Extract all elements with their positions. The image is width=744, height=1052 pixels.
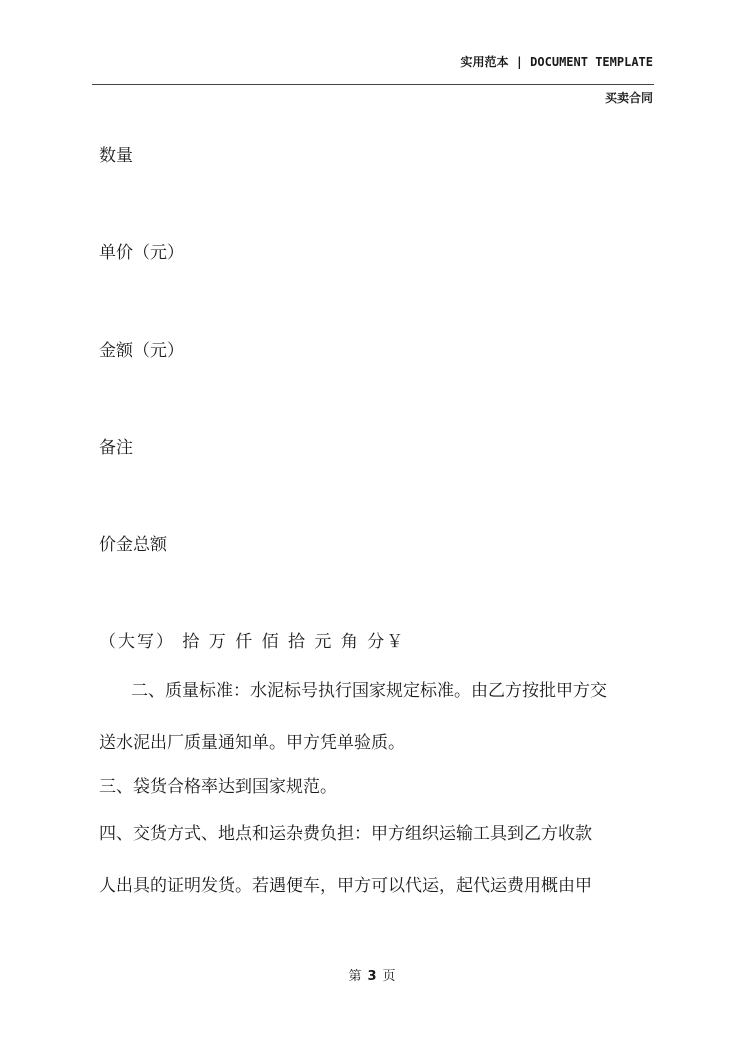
paragraph-delivery-line-2: 人出具的证明发货。若遇便车，甲方可以代运，起代运费用概由甲 (99, 876, 592, 896)
page-number: 3 (367, 969, 377, 984)
header-title: 实用范本 | DOCUMENT TEMPLATE (460, 55, 653, 69)
paragraph-bags: 三、袋货合格率达到国家规范。 (99, 777, 337, 797)
field-remark-label: 备注 (99, 438, 133, 458)
field-amount-label: 金额（元） (99, 341, 184, 361)
header-subtitle: 买卖合同 (604, 91, 653, 105)
header-divider (92, 84, 654, 85)
paragraph-quality-line-1: 二、质量标准：水泥标号执行国家规定标准。由乙方按批甲方交 (131, 681, 607, 701)
paragraph-delivery-line-1: 四、交货方式、地点和运杂费负担：甲方组织运输工具到乙方收款 (99, 824, 592, 844)
paragraph-quality-line-2: 送水泥出厂质量通知单。甲方凭单验质。 (99, 733, 405, 753)
footer-prefix: 第 (348, 969, 362, 984)
amount-in-words: （大写） 拾 万 仟 佰 拾 元 角 分￥ (99, 632, 406, 652)
field-unit-price-label: 单价（元） (99, 243, 184, 263)
page-footer (0, 965, 744, 984)
footer-suffix: 页 (382, 969, 396, 984)
field-quantity-label: 数量 (99, 146, 133, 166)
field-total-label: 价金总额 (99, 535, 167, 555)
